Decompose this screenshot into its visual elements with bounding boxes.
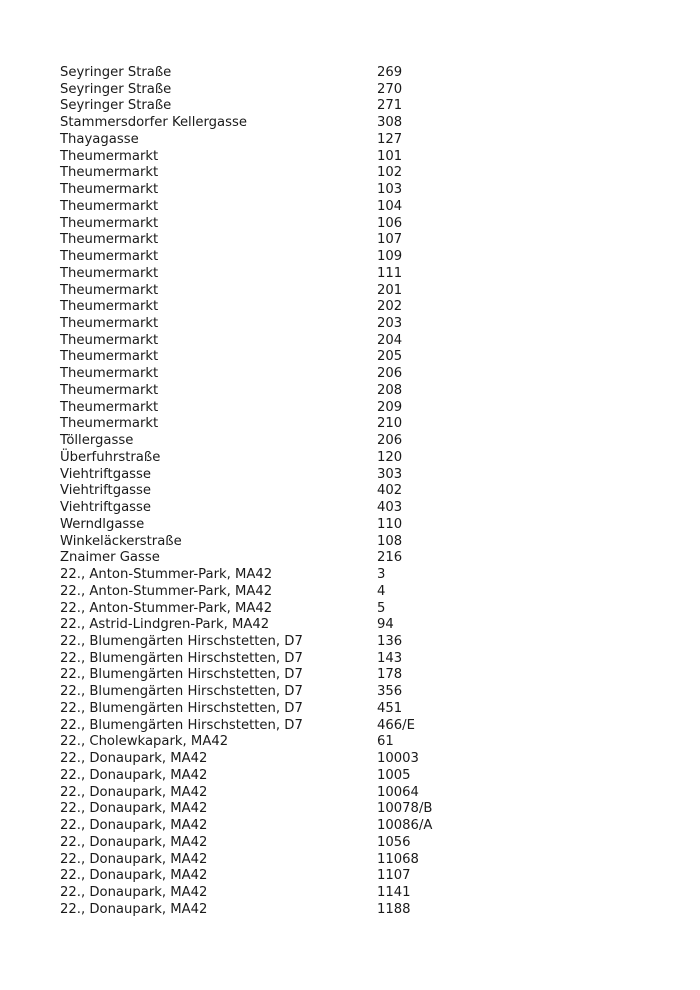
street-name: 22., Blumengärten Hirschstetten, D7 (60, 684, 303, 700)
house-number: 5 (377, 600, 386, 616)
street-name: Theumermarkt (60, 215, 159, 231)
house-number: 1005 (377, 767, 411, 783)
list-item (60, 450, 660, 467)
house-number: 202 (377, 299, 403, 315)
house-number: 102 (377, 165, 403, 181)
list-item (60, 65, 660, 82)
list-item (60, 601, 660, 618)
list-item (60, 651, 660, 668)
house-number: 451 (377, 700, 403, 716)
house-number: 107 (377, 232, 403, 248)
house-number: 206 (377, 433, 403, 449)
street-name: 22., Blumengärten Hirschstetten, D7 (60, 717, 303, 733)
list-item (60, 534, 660, 551)
house-number: 11068 (377, 851, 419, 867)
house-number: 303 (377, 466, 403, 482)
street-name: Thayagasse (60, 131, 139, 147)
house-number: 210 (377, 416, 403, 432)
street-name: 22., Donaupark, MA42 (60, 884, 208, 900)
list-item (60, 283, 660, 300)
list-item (60, 684, 660, 701)
street-name: Winkeläckerstraße (60, 533, 182, 549)
list-item (60, 852, 660, 869)
street-name: 22., Donaupark, MA42 (60, 751, 208, 767)
street-name: 22., Donaupark, MA42 (60, 801, 208, 817)
street-name: Theumermarkt (60, 382, 159, 398)
list-item (60, 299, 660, 316)
house-number: 3 (377, 567, 386, 583)
list-item (60, 98, 660, 115)
house-number: 178 (377, 667, 403, 683)
street-name: 22., Donaupark, MA42 (60, 851, 208, 867)
house-number: 203 (377, 316, 403, 332)
house-number: 308 (377, 115, 403, 131)
house-number: 104 (377, 198, 403, 214)
house-number: 108 (377, 533, 403, 549)
street-name: 22., Donaupark, MA42 (60, 901, 208, 917)
street-name: Theumermarkt (60, 249, 159, 265)
street-name: 22., Blumengärten Hirschstetten, D7 (60, 700, 303, 716)
street-name: Theumermarkt (60, 366, 159, 382)
list-item (60, 584, 660, 601)
street-name: Werndlgasse (60, 516, 145, 532)
list-item (60, 82, 660, 99)
house-number: 101 (377, 148, 403, 164)
street-name: Theumermarkt (60, 299, 159, 315)
house-number: 1188 (377, 901, 411, 917)
street-name: Stammersdorfer Kellergasse (60, 115, 247, 131)
house-number: 103 (377, 182, 403, 198)
house-number: 127 (377, 131, 403, 147)
house-number: 4 (377, 583, 386, 599)
house-number: 61 (377, 734, 394, 750)
house-number: 205 (377, 349, 403, 365)
house-number: 111 (377, 265, 403, 281)
list-item (60, 149, 660, 166)
list-item (60, 433, 660, 450)
street-name: Theumermarkt (60, 232, 159, 248)
house-number: 143 (377, 650, 403, 666)
house-number: 403 (377, 500, 403, 516)
street-name: 22., Anton-Stummer-Park, MA42 (60, 600, 273, 616)
house-number: 10003 (377, 751, 419, 767)
street-name: Theumermarkt (60, 349, 159, 365)
house-number: 208 (377, 382, 403, 398)
street-name: 22., Cholewkapark, MA42 (60, 734, 229, 750)
list-item (60, 701, 660, 718)
street-name: Znaimer Gasse (60, 550, 160, 566)
house-number: 216 (377, 550, 403, 566)
list-item (60, 483, 660, 500)
street-name: Theumermarkt (60, 332, 159, 348)
house-number: 271 (377, 98, 403, 114)
street-name: Theumermarkt (60, 165, 159, 181)
house-number: 201 (377, 282, 403, 298)
list-item (60, 634, 660, 651)
list-item (60, 316, 660, 333)
house-number: 1107 (377, 868, 411, 884)
list-item (60, 366, 660, 383)
house-number: 402 (377, 483, 403, 499)
house-number: 120 (377, 449, 403, 465)
house-number: 110 (377, 516, 403, 532)
street-name: 22., Donaupark, MA42 (60, 767, 208, 783)
list-item (60, 500, 660, 517)
street-name: Theumermarkt (60, 316, 159, 332)
house-number: 1056 (377, 834, 411, 850)
list-item (60, 216, 660, 233)
house-number: 356 (377, 684, 403, 700)
list-item (60, 734, 660, 751)
street-name: Viehtriftgasse (60, 483, 152, 499)
list-item (60, 383, 660, 400)
street-name: Viehtriftgasse (60, 466, 152, 482)
street-name: 22., Anton-Stummer-Park, MA42 (60, 567, 273, 583)
house-number: 270 (377, 81, 403, 97)
list-item (60, 667, 660, 684)
street-name: 22., Donaupark, MA42 (60, 834, 208, 850)
street-name: 22., Astrid-Lindgren-Park, MA42 (60, 617, 270, 633)
list-item (60, 115, 660, 132)
house-number: 10078/B (377, 801, 433, 817)
list-item (60, 718, 660, 735)
list-item (60, 232, 660, 249)
list-item (60, 818, 660, 835)
list-item (60, 266, 660, 283)
house-number: 106 (377, 215, 403, 231)
house-number: 209 (377, 399, 403, 415)
list-item (60, 132, 660, 149)
house-number: 109 (377, 249, 403, 265)
list-item (60, 617, 660, 634)
house-number: 206 (377, 366, 403, 382)
list-item (60, 785, 660, 802)
house-number: 269 (377, 65, 403, 80)
street-name: Theumermarkt (60, 265, 159, 281)
street-name: 22., Blumengärten Hirschstetten, D7 (60, 633, 303, 649)
street-name: Theumermarkt (60, 399, 159, 415)
street-name: Theumermarkt (60, 182, 159, 198)
house-number: 1141 (377, 884, 411, 900)
list-item (60, 182, 660, 199)
list-item (60, 199, 660, 216)
street-name: 22., Blumengärten Hirschstetten, D7 (60, 667, 303, 683)
list-item (60, 768, 660, 785)
street-name: 22., Anton-Stummer-Park, MA42 (60, 583, 273, 599)
list-item (60, 400, 660, 417)
street-name: 22., Donaupark, MA42 (60, 818, 208, 834)
list-item (60, 416, 660, 433)
list-item (60, 517, 660, 534)
street-name: Seyringer Straße (60, 81, 172, 97)
house-number: 10064 (377, 784, 419, 800)
street-name: Seyringer Straße (60, 98, 172, 114)
street-name: 22., Blumengärten Hirschstetten, D7 (60, 650, 303, 666)
list-item (60, 567, 660, 584)
address-list (60, 65, 660, 918)
house-number: 10086/A (377, 818, 433, 834)
street-name: Viehtriftgasse (60, 500, 152, 516)
house-number: 204 (377, 332, 403, 348)
street-name: Theumermarkt (60, 416, 159, 432)
street-name: Seyringer Straße (60, 65, 172, 80)
list-item (60, 751, 660, 768)
list-item (60, 885, 660, 902)
street-name: Theumermarkt (60, 198, 159, 214)
street-name: Theumermarkt (60, 148, 159, 164)
list-item (60, 902, 660, 919)
street-name: Theumermarkt (60, 282, 159, 298)
house-number: 136 (377, 633, 403, 649)
street-name: Überfuhrstraße (60, 449, 161, 465)
list-item (60, 165, 660, 182)
list-item (60, 835, 660, 852)
street-name: 22., Donaupark, MA42 (60, 868, 208, 884)
list-item (60, 550, 660, 567)
street-name: Töllergasse (60, 433, 134, 449)
house-number: 94 (377, 617, 394, 633)
list-item (60, 349, 660, 366)
list-item (60, 467, 660, 484)
list-item (60, 868, 660, 885)
house-number: 466/E (377, 717, 415, 733)
street-name: 22., Donaupark, MA42 (60, 784, 208, 800)
list-item (60, 249, 660, 266)
list-item (60, 801, 660, 818)
list-item (60, 333, 660, 350)
